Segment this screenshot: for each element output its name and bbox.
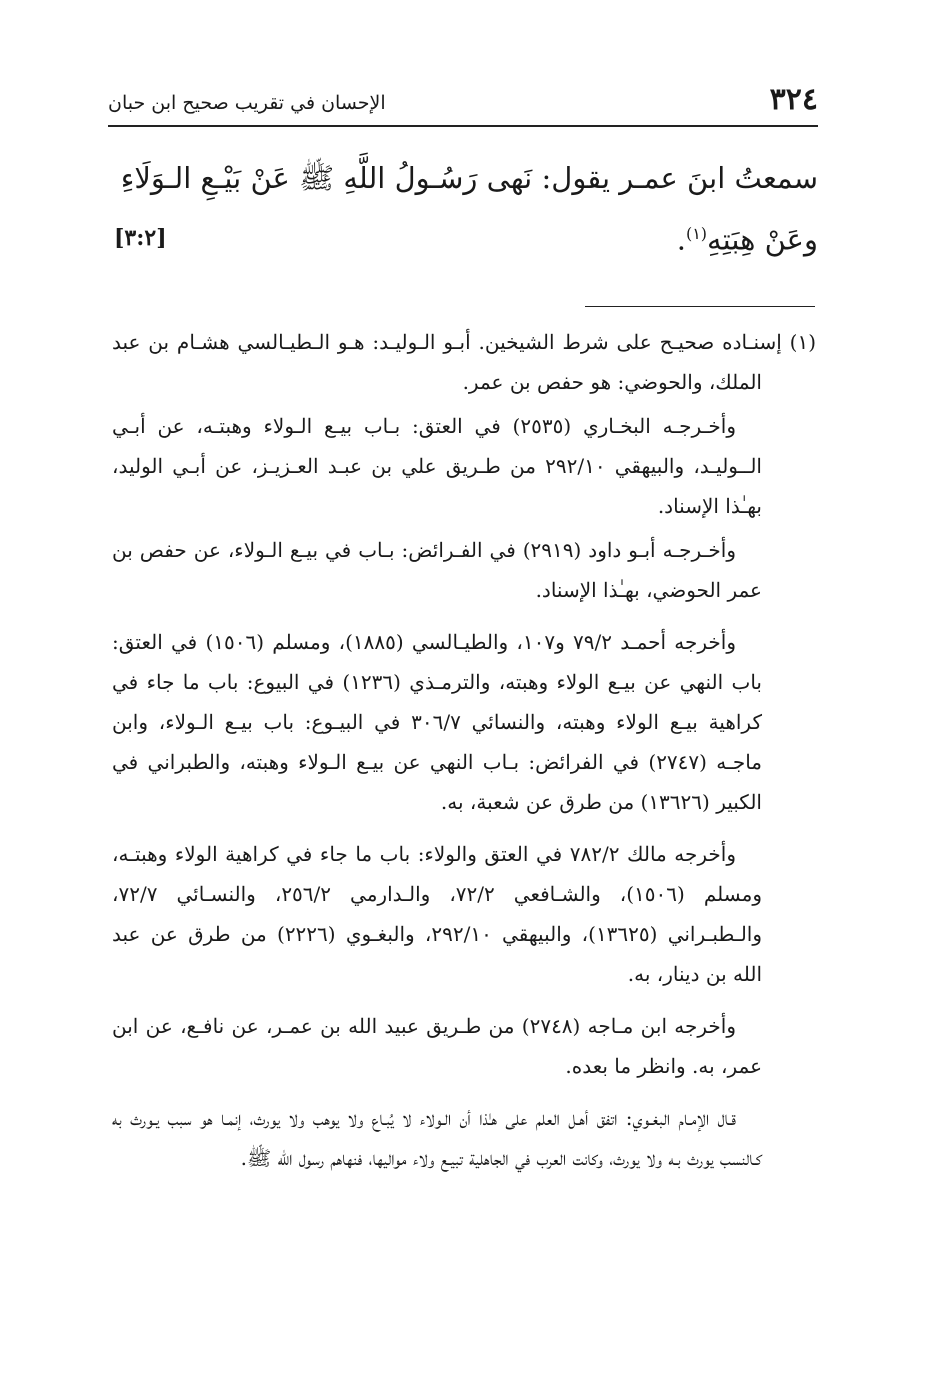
hadith-line-2-text: وعَنْ هِبَتِهِ <box>707 222 818 257</box>
footnote-paragraph: وأخـرجـه أبـو داود (٢٩١٩) في الفـرائض: بـاب في بيـع الـولاء، عن حفص بن عمر الحوضي، بهـٰذا الإسناد. <box>112 538 762 602</box>
hadith-reference: [٣:٢] <box>114 225 167 251</box>
hadith-line-2-end: . <box>676 222 686 257</box>
footnote-paragraph: وأخرجه أحمـد ٧٩/٢ و١٠٧، والطيـالسي (١٨٨٥)، ومسلم (١٥٠٦) في العتق: باب النهي عن بيـع الولاء وهبته، والترمـذي (١٢٣٦) في البيوع: باب ما جاء في كراهية بيـع الولاء وهبته، والنسائي ٣٠٦/٧ في البيـوع: باب بيـع الـولاء، وابن ماجـه (٢٧٤٧) في الفرائض: بـاب النهي عن بيـع الـولاء وهبته، والطبراني في الكبير (١٣٦٢٦) من طرق عن شعبة، به. <box>112 630 763 814</box>
hadith-line-1: سمعتُ ابنَ عمـر يقول: نَهى رَسُـولُ اللَّهِ ﷺ عَنْ بَيْـعِ الـوَلَاءِ <box>120 161 818 195</box>
footnote-paragraph: (١) إسنـاده صحيـح على شرط الشيخين. أبـو الـوليـد: هـو الـطيـالسي هشـام بن عبد الملك، والحوضي: هو حفص بن عمر. <box>112 330 816 394</box>
footnote-paragraph: وأخرجه ابن مـاجه (٢٧٤٨) من طـريق عبيد الله بن عمـر، عن نافـع، عن ابن عمر، به. وانظر ما بعده. <box>112 1014 762 1078</box>
footnote-paragraph: وأخـرجـه البخـاري (٢٥٣٥) في العتق: بـاب بيـع الـولاء وهبتـه، عن أبـي الــوليـد، والبيهقي ٢٩٢/١٠ من طـريق علي بن عبـد العـزيـز، عن أبـي الوليد، بهـٰذا الإسناد. <box>112 414 762 518</box>
page-number: ٣٢٤ <box>769 82 818 117</box>
hadith-line-2 <box>108 206 818 262</box>
footnote-paragraph: قـال الإمـام البغـوي: اتفق أهـل العلم على هـٰذا أن الـولاء لا يُبـاع ولا يوهب ولا يورث، إنمـا هو سبب يـورث به كـالنسب يورث بـه ولا يورث، وكانت العرب في الجاهلية تبيـع ولاء مواليها، فنهاهم رسول الله ﷺ. <box>112 1106 762 1170</box>
running-title: الإحسان في تقريب صحيح ابن حبان <box>108 92 386 114</box>
header-rule <box>108 125 818 127</box>
page-header <box>108 78 818 124</box>
hadith-text <box>108 150 818 262</box>
footnote-paragraph: وأخرجه مالك ٧٨٢/٢ في العتق والولاء: باب ما جاء في كراهية الولاء وهبتـه، ومسلم (١٥٠٦)، والشـافعي ٧٢/٢، والـدارمي ٢٥٦/٢، والنسـائي ٧٢/٧، والـطبـراني (١٣٦٢٥)، والبيهقي ٢٩٢/١٠، والبغـوي (٢٢٢٦) من طرق عن عبد الله بن دينار، به. <box>112 842 762 986</box>
footnote-separator <box>585 306 815 307</box>
footnote-marker: (١) <box>685 224 708 243</box>
footnotes <box>112 322 816 1182</box>
